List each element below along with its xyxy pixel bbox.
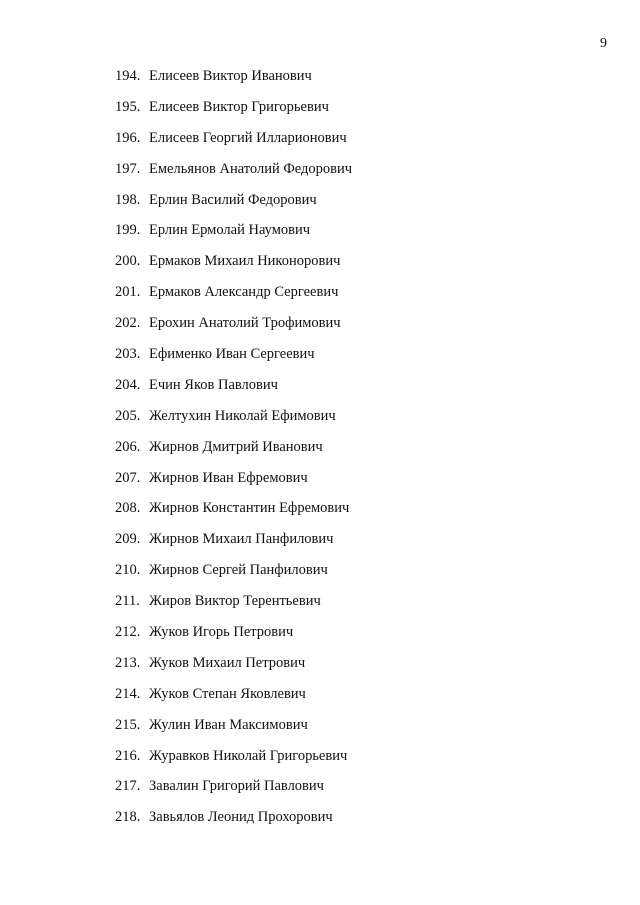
list-item <box>115 437 352 468</box>
person-name: Ерлин Василий Федорович <box>149 191 317 208</box>
person-name: Ерлин Ермолай Наумович <box>149 222 311 239</box>
item-number: 217. <box>115 778 141 795</box>
list-item <box>115 97 352 128</box>
person-name: Завалин Григорий Павлович <box>149 778 324 795</box>
list-item <box>115 251 352 282</box>
item-number: 199. <box>115 222 141 239</box>
list-item <box>115 468 352 499</box>
item-number: 213. <box>115 654 141 671</box>
person-name: Журавков Николай Григорьевич <box>149 747 348 764</box>
item-number: 216. <box>115 747 141 764</box>
person-name: Жуков Игорь Петрович <box>149 624 294 641</box>
item-number: 208. <box>115 500 141 517</box>
list-item <box>115 159 352 190</box>
item-number: 209. <box>115 531 141 548</box>
person-name: Жулин Иван Максимович <box>149 716 308 733</box>
person-name: Елисеев Виктор Иванович <box>149 68 312 84</box>
list-item <box>115 66 352 97</box>
person-name: Ерохин Анатолий Трофимович <box>149 315 341 332</box>
item-number: 195. <box>115 98 141 115</box>
item-number: 196. <box>115 129 141 146</box>
list-item <box>115 128 352 159</box>
list-item <box>115 498 352 529</box>
list-item <box>115 684 352 715</box>
item-number: 202. <box>115 315 141 332</box>
item-number: 211. <box>115 593 140 610</box>
item-number: 218. <box>115 809 141 826</box>
person-name: Емельянов Анатолий Федорович <box>149 160 353 177</box>
person-name: Жирнов Дмитрий Иванович <box>149 438 323 455</box>
item-number: 197. <box>115 160 141 177</box>
item-number: 214. <box>115 685 141 702</box>
item-number: 200. <box>115 253 141 270</box>
list-item <box>115 375 352 406</box>
item-number: 204. <box>115 376 141 393</box>
item-number: 206. <box>115 438 141 455</box>
item-number: 212. <box>115 624 141 641</box>
person-name: Желтухин Николай Ефимович <box>149 407 336 424</box>
list-item <box>115 529 352 560</box>
list-item <box>115 776 352 807</box>
person-name: Жиров Виктор Терентьевич <box>149 593 321 610</box>
item-number: 215. <box>115 716 141 733</box>
person-name: Ермаков Михаил Никонорович <box>149 253 341 270</box>
list-item <box>115 715 352 746</box>
list-item <box>115 622 352 653</box>
list-item <box>115 282 352 313</box>
person-name: Елисеев Виктор Григорьевич <box>149 98 329 115</box>
list-item <box>115 406 352 437</box>
person-name: Жирнов Михаил Панфилович <box>149 531 334 548</box>
item-number: 201. <box>115 284 141 301</box>
person-name: Завьялов Леонид Прохорович <box>149 809 333 826</box>
item-number: 207. <box>115 469 141 486</box>
list-item <box>115 190 352 221</box>
page-number: 9 <box>600 36 607 51</box>
item-number: 194. <box>115 68 141 84</box>
list-item <box>115 653 352 684</box>
person-name: Ефименко Иван Сергеевич <box>149 346 315 363</box>
person-name: Жирнов Сергей Панфилович <box>149 562 328 579</box>
person-name: Жуков Степан Яковлевич <box>149 685 306 702</box>
person-name: Жуков Михаил Петрович <box>149 654 306 671</box>
list-item <box>115 746 352 777</box>
item-number: 210. <box>115 562 141 579</box>
name-list <box>115 66 352 838</box>
person-name: Жирнов Константин Ефремович <box>149 500 350 517</box>
list-item <box>115 560 352 591</box>
person-name: Жирнов Иван Ефремович <box>149 469 308 486</box>
list-item <box>115 313 352 344</box>
person-name: Ермаков Александр Сергеевич <box>149 284 339 301</box>
item-number: 198. <box>115 191 141 208</box>
list-item <box>115 344 352 375</box>
item-number: 203. <box>115 346 141 363</box>
list-item <box>115 807 352 838</box>
person-name: Елисеев Георгий Илларионович <box>149 129 347 146</box>
person-name: Ечин Яков Павлович <box>149 376 278 393</box>
list-item <box>115 220 352 251</box>
item-number: 205. <box>115 407 141 424</box>
list-item <box>115 591 352 622</box>
